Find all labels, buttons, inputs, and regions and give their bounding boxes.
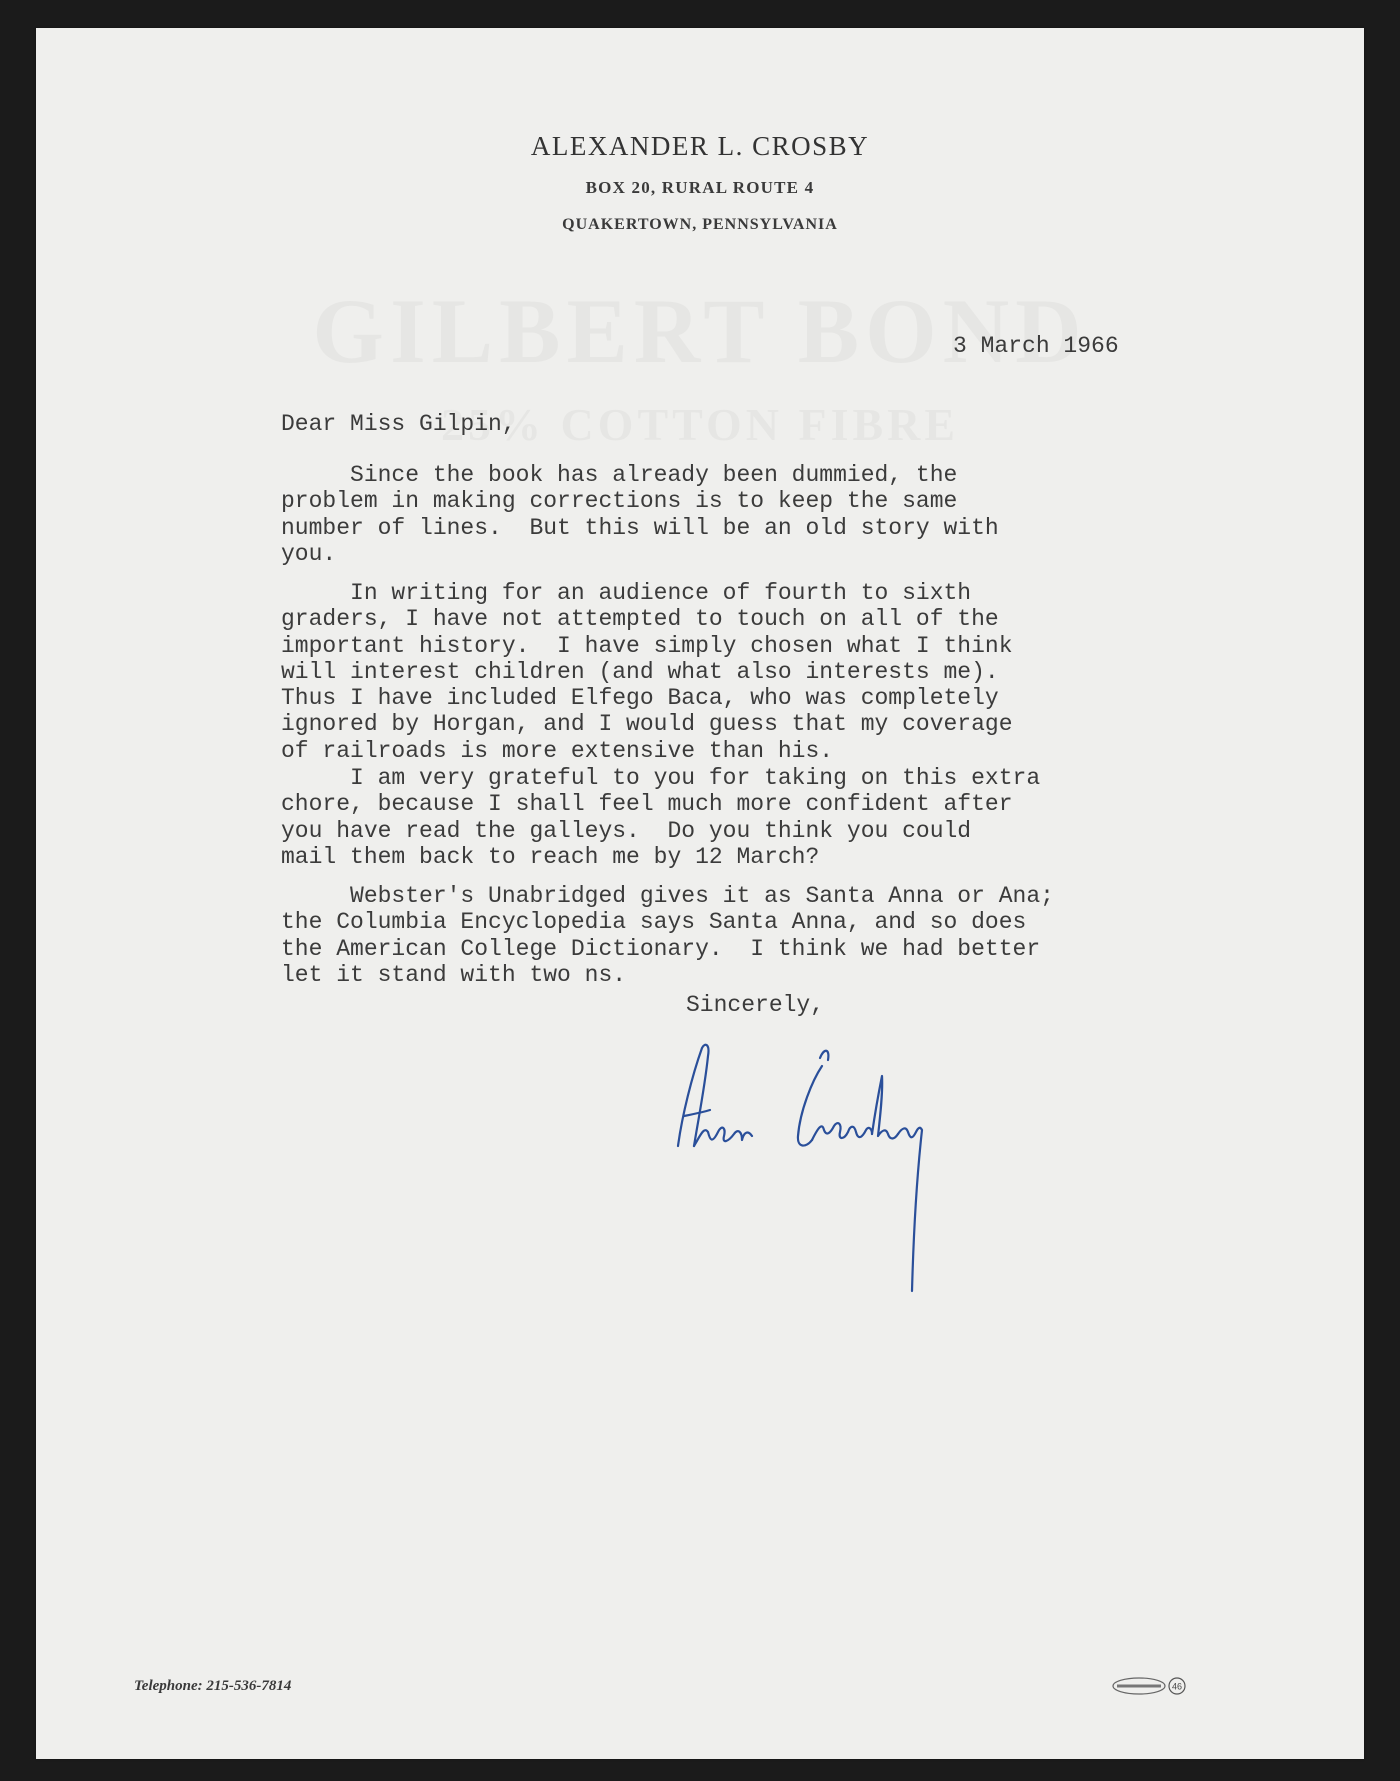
closing: Sincerely, xyxy=(686,992,825,1018)
watermark-fibre xyxy=(36,398,1364,451)
union-mark-number: 46 xyxy=(1171,1681,1183,1692)
letterhead-address-line2: QUAKERTOWN, PENNSYLVANIA xyxy=(562,216,838,233)
body-paragraph-4: Webster's Unabridged gives it as Santa Anna or Ana; the Columbia Encyclopedia says Santa Anna, and so does the American College Dictionary. I think we had better let it stand with two ns. xyxy=(281,883,1054,988)
watermark-brand xyxy=(36,278,1364,384)
body-paragraph-3: I am very grateful to you for taking on this extra chore, because I shall feel much more confident after you have read the galleys. Do you think you could mail them back to reach me by 12 March? xyxy=(281,765,1041,870)
union-label-mark xyxy=(1111,1675,1189,1697)
letter-sheet xyxy=(36,28,1364,1759)
body-paragraph-2: In writing for an audience of fourth to sixth graders, I have not attempted to touch on all of the important history. I have simply chosen what I think will interest children (and what also interests me). Thus I have included Elfego Baca, who was completely ignored by Horgan, and I would guess that my coverage of railroads is more extensive than his. xyxy=(281,580,1013,764)
letter-date: 3 March 1966 xyxy=(953,333,1119,359)
handwritten-signature xyxy=(672,1036,952,1306)
body-paragraph-1: Since the book has already been dummied, the problem in making corrections is to keep the same number of lines. But this will be an old story with you. xyxy=(281,462,999,567)
letterhead-address-line1: BOX 20, RURAL ROUTE 4 xyxy=(585,178,815,197)
salutation: Dear Miss Gilpin, xyxy=(281,411,516,437)
letterhead-name: ALEXANDER L. CROSBY xyxy=(530,131,870,161)
telephone-number: Telephone: 215-536-7814 xyxy=(134,1678,292,1694)
